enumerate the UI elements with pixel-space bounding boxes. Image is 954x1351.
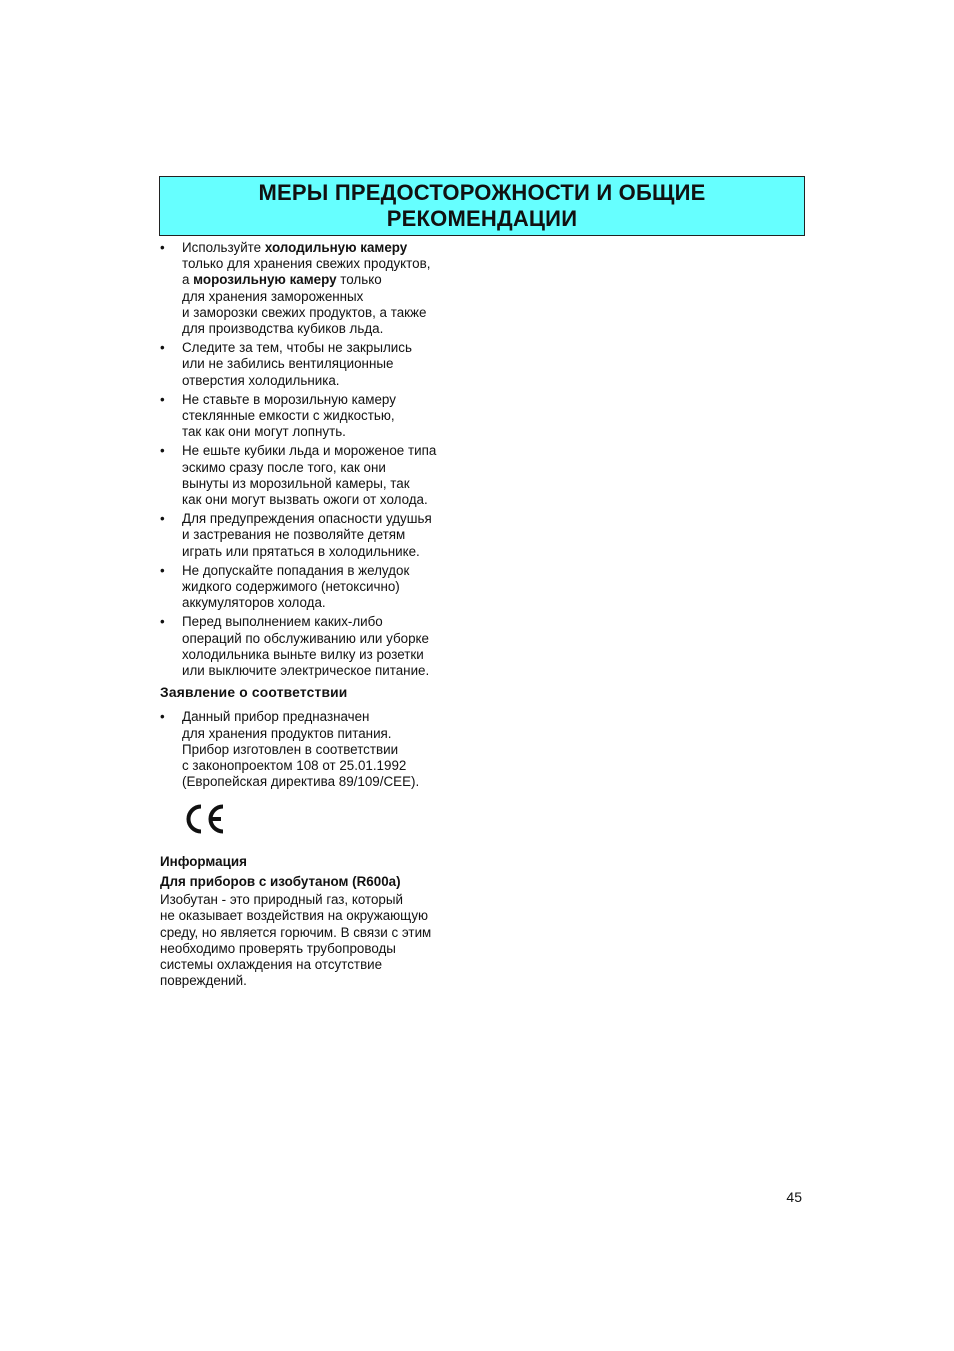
item-text-bold: морозильную камеру — [193, 272, 337, 288]
item-text: как они могут вызвать ожоги от холода. — [182, 492, 428, 508]
paragraph-line: повреждений. — [160, 973, 247, 989]
item-text: играть или прятаться в холодильнике. — [182, 543, 420, 559]
bullet-icon: • — [160, 562, 165, 578]
paragraph-line: Изобутан - это природный газ, который — [160, 892, 403, 908]
item-text: Не ешьте кубики льда и мороженое типа — [182, 443, 437, 459]
list-item-ice — [160, 443, 480, 508]
item-text: вынуты из морозильной камеры, так — [182, 475, 410, 491]
item-text: Для предупреждения опасности удушья — [182, 511, 432, 527]
item-text: для производства кубиков льда. — [182, 321, 384, 337]
item-text: только для хранения свежих продуктов, — [182, 256, 431, 272]
item-text: а — [182, 272, 194, 288]
item-text: или выключите электрическое питание. — [182, 663, 430, 679]
list-item-storage — [160, 240, 480, 337]
information-heading: Информация — [160, 853, 247, 869]
precautions-list — [160, 240, 480, 679]
bullet-icon: • — [160, 443, 165, 459]
bullet-icon: • — [160, 340, 165, 356]
conformity-list — [160, 709, 480, 790]
item-text: Не допускайте попадания в желудок — [182, 562, 410, 578]
page-number: 45 — [786, 1189, 802, 1205]
item-text-bold: холодильную камеру — [264, 240, 408, 255]
list-item-cold-packs — [160, 563, 480, 612]
bullet-icon: • — [160, 511, 165, 527]
item-text: или не забились вентиляционные — [182, 356, 394, 372]
list-item-glass — [160, 392, 480, 441]
information-paragraph — [160, 892, 480, 989]
bullet-icon: • — [160, 709, 165, 725]
section-title-banner — [159, 176, 805, 236]
item-text: Прибор изготовлен в соответствии — [182, 741, 399, 757]
item-text: для хранения замороженных — [182, 288, 364, 304]
list-item-unplug — [160, 614, 480, 679]
item-text: и заморозки свежих продуктов, а также — [182, 304, 427, 320]
item-text: так как они могут лопнуть. — [182, 424, 346, 440]
paragraph-line: среду, но является горючим. В связи с этим — [160, 924, 432, 940]
item-text: операций по обслуживанию или уборке — [182, 630, 429, 646]
item-text: и застревания не позволяйте детям — [182, 527, 406, 543]
bullet-icon: • — [160, 391, 165, 407]
list-item-ventilation — [160, 340, 480, 389]
ce-mark-icon — [181, 802, 227, 836]
bullet-icon: • — [160, 240, 165, 255]
item-text: Перед выполнением каких-либо — [182, 614, 383, 630]
page-title-line-2: РЕКОМЕНДАЦИИ — [386, 206, 578, 231]
item-text: (Европейская директива 89/109/CEE). — [182, 774, 420, 790]
item-text: только — [336, 272, 382, 288]
list-item-children — [160, 511, 480, 560]
item-text: для хранения продуктов питания. — [182, 725, 392, 741]
item-text: стеклянные емкости с жидкостью, — [182, 408, 395, 424]
item-text: жидкого содержимого (нетоксично) — [182, 579, 400, 595]
list-item-conformity — [160, 709, 480, 790]
item-text: аккумуляторов холода. — [182, 595, 326, 611]
item-text: с законопроектом 108 от 25.01.1992 — [182, 758, 407, 774]
item-text: Следите за тем, чтобы не закрылись — [182, 340, 412, 356]
information-subheading: Для приборов с изобутаном (R600a) — [160, 873, 401, 889]
item-text: Используйте — [182, 240, 265, 255]
item-text: Не ставьте в морозильную камеру — [182, 391, 396, 407]
paragraph-line: системы охлаждения на отсутствие — [160, 956, 383, 972]
paragraph-line: не оказывает воздействия на окружающую — [160, 908, 429, 924]
conformity-heading: Заявление о соответствии — [160, 685, 348, 701]
text-column — [160, 240, 480, 989]
bullet-icon: • — [160, 614, 165, 630]
item-text: холодильника выньте вилку из розетки — [182, 646, 424, 662]
item-text: отверстия холодильника. — [182, 372, 340, 388]
item-text: эскимо сразу после того, как они — [182, 459, 386, 475]
page-title-line-1: МЕРЫ ПРЕДОСТОРОЖНОСТИ И ОБЩИЕ — [258, 180, 706, 205]
paragraph-line: необходимо проверять трубопроводы — [160, 940, 396, 956]
item-text: Данный прибор предназначен — [182, 709, 370, 725]
